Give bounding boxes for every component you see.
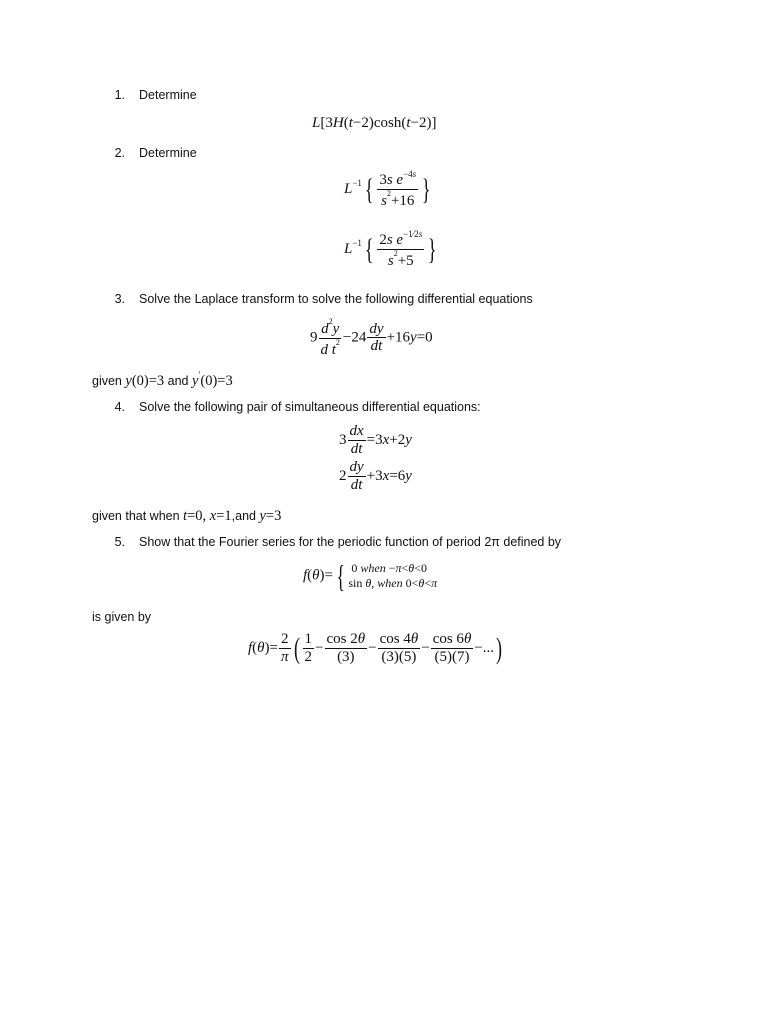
given-label: given bbox=[92, 374, 122, 388]
q5-piecewise-function: f(θ)= { 0 when −π<θ<0 sin θ, when 0<θ<π bbox=[303, 558, 438, 594]
question-number: 5. bbox=[114, 535, 125, 549]
q2-inverse-laplace-b: $L^{-1}${ $\frac{2s e^{-1⁄2s}}{s^2+5}$ } bbox=[344, 229, 437, 269]
question-text: Determine bbox=[139, 146, 197, 160]
q3-differential-equation: 9 $\frac{d^2y}{d t^2}$ −24 $\frac{dy}{dt}$ +16y=0 bbox=[310, 317, 433, 358]
q1-laplace-expression: L[3H(t−2)cosh(t−2)] bbox=[312, 115, 437, 131]
question-text: Solve the following pair of simultaneous differential equations: bbox=[139, 400, 481, 414]
question-number: 1. bbox=[114, 88, 125, 102]
q4-equation-1: 3 $\frac{dx}{dt}$ =3x+2y bbox=[339, 423, 412, 457]
q3-initial-conditions: given y(0)=3 and y′(0)=3 bbox=[92, 370, 233, 389]
question-number: 3. bbox=[114, 292, 125, 306]
q4-equation-2: 2 $\frac{dy}{dt}$ +3x=6y bbox=[339, 459, 412, 493]
is-given-by-text: is given by bbox=[92, 610, 152, 624]
question-text: Determine bbox=[139, 88, 197, 102]
and-label: and bbox=[167, 374, 189, 388]
q4-initial-conditions: given that when t=0, x=1,and y=3 bbox=[92, 508, 282, 524]
q2-inverse-laplace-a: $L^{-1}${ $\frac{3s e^{-4s}}{s^2+16}$ } bbox=[344, 169, 431, 209]
question-number: 4. bbox=[114, 400, 125, 414]
question-text: Solve the Laplace transform to solve the following differential equations bbox=[139, 292, 533, 306]
given-that-when-label: given that when bbox=[92, 509, 180, 523]
question-number: 2. bbox=[114, 146, 125, 160]
q5-fourier-series: f(θ)= $\frac{2}{\pi}$ ( $\frac{1}{2}$ − $\frac{\cos 2\theta}{(3)}$ − $\frac{\cos 4\theta}{(3)(5)}$ − $\frac{\cos 6\theta}{(5)(7)}$ −...) bbox=[248, 631, 503, 665]
question-text: Show that the Fourier series for the periodic function of period 2π defined by bbox=[139, 535, 562, 549]
